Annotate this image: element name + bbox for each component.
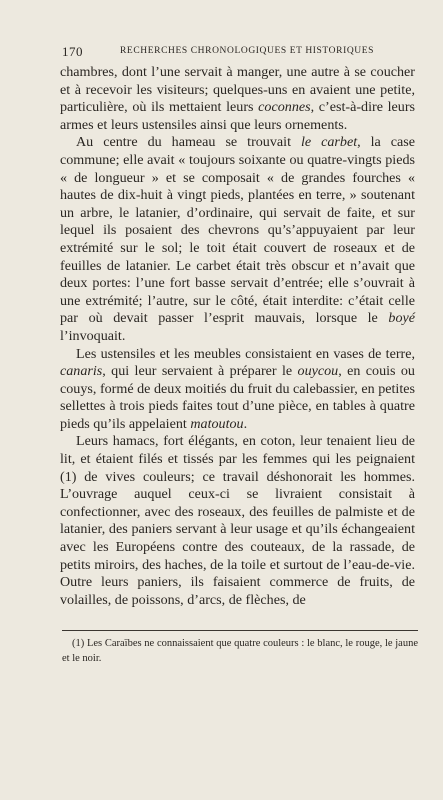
footnote-text: (1) Les Caraïbes ne connaissaient que quatre couleurs : le blanc, le rouge, le jaune et le noir. bbox=[62, 638, 418, 664]
page-number: 170 bbox=[62, 44, 83, 59]
text-run: Au centre du hameau se trouvait bbox=[76, 134, 301, 151]
text-run: , la case commune; elle avait « toujours soixante ou quatre-vingts pieds « de longueur » et se composait « de grandes fourches « hautes de dix-huit à vingt pieds, plantées en terre, » soutenant un arbre, le latanier, d’ordinaire, qui servait de faite, et sur lequel ils posaient des chevrons qu’s’appuyaient par leur extrémité sur le sol; le toit était couvert de roseaux et de feuilles de latanier. Le carbet était très obscur et n’avait que deux portes: l’une fort basse servait d’entrée; elle s’ouvrait à une extrémité; l’autre, sur le côté, était interdite: c’était celle par où devait passer l’esprit mauvais, lorsque le bbox=[60, 134, 416, 327]
italic-term: matoutou bbox=[190, 415, 244, 432]
italic-term: coconnes bbox=[258, 99, 311, 116]
footnote bbox=[62, 636, 418, 666]
text-run: , en couis ou couys, formé de deux moitiés du fruit du calebassier, en petites sellettes à trois pieds faites tout d’une pièce, en tables à quatre pieds qu’ils appelaient bbox=[60, 363, 415, 432]
italic-term: le carbet bbox=[300, 134, 358, 151]
text-run: Leurs hamacs, fort élégants, en coton, leur tenaient lieu de lit, et étaient filés et tissés par les femmes qui les peignaient (1) de vives couleurs; ce travail déshonorait les hommes. L’ouvrage auquel ceux-ci se livraient consistait à confectionner, avec des roseaux, des feuilles de palmiste et de latanier, des paniers servant à leur usage et qu’ils échangeaient avec les Européens contre des couteaux, de la rassade, de petits miroirs, des haches, de la toile et surtout de l’eau-de-vie. Outre leurs paniers, ils faisaient commerce de fruits, de volailles, de poissons, d’arcs, de flèches, de bbox=[60, 433, 415, 608]
text-run: l’invoquait. bbox=[60, 327, 126, 344]
text-run: chambres, dont l’une servait à manger, une autre à se coucher et à recevoir les visiteurs; quelques-uns en avaient une petite, particulière, où ils mettaient leurs bbox=[60, 64, 415, 116]
paragraph-2 bbox=[60, 134, 415, 345]
paragraph-3 bbox=[60, 346, 415, 434]
text-run: Les ustensiles et les meubles consistaient en vases de terre, bbox=[76, 345, 415, 362]
text-run: , c’est-à-dire leurs armes et leurs ustensiles ainsi que leurs ornements. bbox=[60, 99, 415, 133]
paragraph-1 bbox=[60, 64, 415, 134]
footnote-divider bbox=[62, 630, 418, 631]
text-run: , qui leur servaient à préparer le bbox=[102, 363, 298, 380]
page-header bbox=[62, 44, 413, 60]
body-text bbox=[60, 64, 415, 609]
italic-term: canaris bbox=[60, 363, 103, 380]
running-title: RECHERCHES CHRONOLOGIQUES ET HISTORIQUES bbox=[120, 46, 375, 56]
paragraph-4 bbox=[60, 433, 415, 609]
italic-term: ouycou bbox=[297, 363, 339, 380]
text-run: . bbox=[243, 415, 248, 432]
italic-term: boyé bbox=[388, 310, 415, 327]
